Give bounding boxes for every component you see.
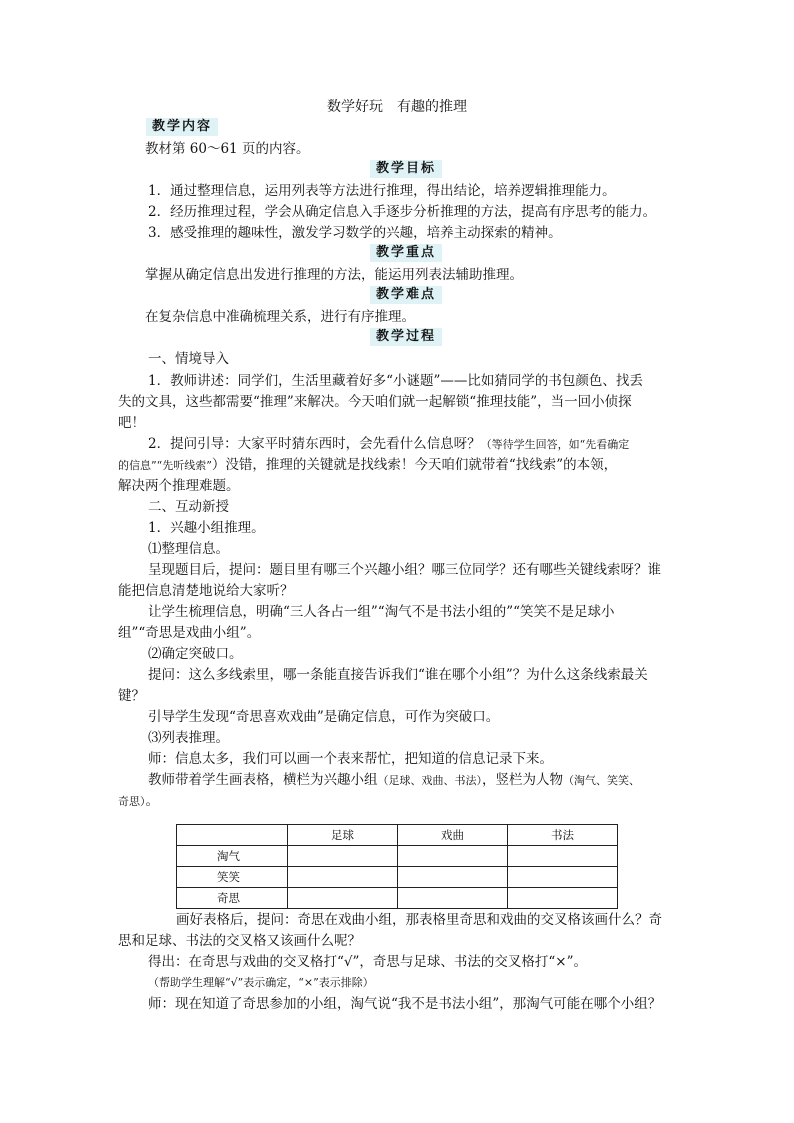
paragraph-line: 键？ (118, 688, 145, 704)
table-row-header: 奇思 (177, 888, 288, 909)
paragraph-line: 能把信息清楚地说给大家听？ (118, 583, 294, 599)
paragraph-line: 引导学生发现“奇思喜欢戏曲”是确定信息，可作为突破口。 (148, 709, 500, 725)
paragraph-text: 2．提问引导：大家平时猜东西时，会先看什么信息呀？ (148, 436, 481, 452)
paragraph-line (148, 770, 668, 791)
teacher-note: （淘气、笑笑、 (563, 774, 640, 787)
paragraph-line (148, 434, 668, 455)
page-title: 数学好玩 有趣的推理 (327, 99, 467, 115)
paragraph-text: ）没错，推理的关键就是找线索！今天咱们就带着“找线索”的本领， (211, 457, 618, 473)
key-text: 掌握从确定信息出发进行推理的方法，能运用列表法辅助推理。 (145, 267, 523, 283)
paragraph-line: 失的文具，这些都需要“推理”来解决。今天咱们就一起解锁“推理技能”，当一回小侦探 (118, 394, 632, 410)
paragraph-text: 。 (145, 793, 159, 809)
reasoning-table (176, 824, 618, 909)
teacher-note: 的信息”“先听线索” (118, 459, 212, 472)
paragraph-line: 思和足球、书法的交叉格又该画什么呢？ (118, 933, 361, 949)
table-header-cell: 足球 (288, 825, 398, 846)
paragraph-line (118, 455, 638, 476)
paragraph-line: 让学生梳理信息，明确“三人各占一组”“淘气不是书法小组的”“笑笑不是足球小 (148, 604, 615, 620)
paragraph-line: 提问：这么多线索里，哪一条能直接告诉我们“谁在哪个小组”？为什么这条线索最关 (148, 667, 648, 683)
table-cell (398, 867, 508, 888)
table-row (177, 846, 618, 867)
table-cell (398, 888, 508, 909)
table-cell (288, 846, 398, 867)
paragraph-line: 吧！ (118, 415, 145, 431)
paragraph-line: 得出：在奇思与戏曲的交叉格打“√”，奇思与足球、书法的交叉格打“×”。 (148, 954, 588, 970)
section-header-difficulty: 教学难点 (370, 286, 442, 304)
paragraph-text: ，竖栏为人物 (482, 772, 563, 788)
process-heading: 一、情境导入 (148, 351, 229, 367)
table-cell (288, 867, 398, 888)
table-cell (288, 888, 398, 909)
paragraph-line: 呈现题目后，提问：题目里有哪三个兴趣小组？哪三位同学？还有哪些关键线索呀？谁 (148, 562, 661, 578)
difficulty-text: 在复杂信息中准确梳理关系，进行有序推理。 (145, 309, 415, 325)
teacher-note: （帮助学生理解“√”表示确定，“×”表示排除） (148, 976, 374, 989)
table-row (177, 888, 618, 909)
goal-item: 2．经历推理过程，学会从确定信息入手逐步分析推理的方法，提高有序思考的能力。 (148, 204, 657, 220)
table-row (177, 867, 618, 888)
section-header-goals: 教学目标 (370, 160, 442, 178)
goal-item: 1．通过整理信息，运用列表等方法进行推理，得出结论，培养逻辑推理能力。 (148, 183, 616, 199)
section-header-content: 教学内容 (146, 118, 218, 136)
paragraph-line (118, 791, 638, 812)
paragraph-text: 教师带着学生画表格，横栏为兴趣小组 (148, 772, 378, 788)
paragraph-line: 解决两个推理难题。 (118, 478, 240, 494)
table-row-header: 笑笑 (177, 867, 288, 888)
table-corner-cell (177, 825, 288, 846)
table-header-row (177, 825, 618, 846)
table-row-header: 淘气 (177, 846, 288, 867)
teacher-note: （等待学生回答，如“先看确定 (480, 438, 630, 451)
table-cell (398, 846, 508, 867)
paragraph-line: 1．兴趣小组推理。 (148, 520, 265, 536)
paragraph-line: 师：现在知道了奇思参加的小组，淘气说“我不是书法小组”，那淘气可能在哪个小组？ (148, 996, 662, 1012)
paragraph-line: 师：信息太多，我们可以画一个表来帮忙，把知道的信息记录下来。 (148, 751, 553, 767)
section-header-process: 教学过程 (370, 328, 442, 346)
process-heading: 二、互动新授 (148, 499, 229, 515)
table-header-cell: 戏曲 (398, 825, 508, 846)
paragraph-line: ⑴整理信息。 (148, 541, 229, 557)
teacher-note: （足球、戏曲、书法） (377, 774, 482, 787)
section-header-key: 教学重点 (370, 244, 442, 262)
paragraph-line: 画好表格后，提问：奇思在戏曲小组，那表格里奇思和戏曲的交叉格该画什么？奇 (176, 912, 662, 928)
content-text: 教材第 60～61 页的内容。 (145, 141, 310, 157)
table-cell (508, 867, 618, 888)
goal-item: 3．感受推理的趣味性，激发学习数学的兴趣，培养主动探索的精神。 (148, 225, 562, 241)
paragraph-line: ⑵确定突破口。 (148, 646, 243, 662)
table-header-cell: 书法 (508, 825, 618, 846)
paragraph-line: 1．教师讲述：同学们，生活里藏着好多“小谜题”——比如猜同学的书包颜色、找丢 (148, 373, 643, 389)
teacher-note: 奇思） (118, 795, 146, 808)
paragraph-line: 组”“奇思是戏曲小组”。 (118, 625, 261, 641)
paragraph-line: ⑶列表推理。 (148, 730, 229, 746)
table-cell (508, 846, 618, 867)
table-cell (508, 888, 618, 909)
